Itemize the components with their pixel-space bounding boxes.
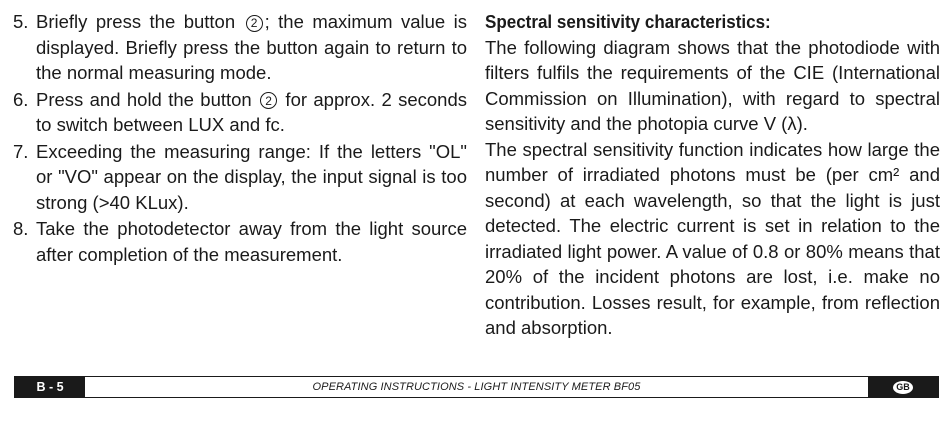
step-item	[13, 87, 467, 138]
step-number: 5.	[13, 11, 29, 32]
footer-title: OPERATING INSTRUCTIONS - LIGHT INTENSITY METER BF05	[312, 381, 641, 393]
spectral-section	[485, 9, 940, 341]
instruction-steps	[13, 9, 467, 268]
step-text: Briefly press the button 2 ; the maximum value is displayed. Briefly press the button again to return to the normal measuring mode.	[36, 11, 467, 83]
step-text: Exceeding the measuring range: If the letters "OL" or "VO" appear on the display, the input signal is too strong (>40 KLux).	[36, 140, 467, 213]
step-item	[13, 216, 467, 267]
step-number: 8.	[13, 218, 29, 239]
step-number: 7.	[13, 140, 29, 162]
language-badge	[868, 377, 938, 397]
gb-icon: GB	[893, 381, 913, 394]
step-text: Press and hold the button 2 for approx. 2 seconds to switch between LUX and fc.	[36, 88, 467, 135]
circled-number-icon: 2	[246, 15, 263, 32]
step-text: Take the photodetector away from the light source after completion of the measurement.	[36, 218, 467, 265]
paragraph: The following diagram shows that the photodiode with filters fulfils the requirements of the CIE (International Commission on Illumination), with regard to spectral sensitivity and the photopia curve V (λ).	[485, 36, 940, 134]
step-number: 6.	[13, 88, 29, 110]
page-number: B - 5	[15, 377, 85, 397]
page-footer	[14, 376, 939, 398]
section-heading: Spectral sensitivity characteristics:	[485, 11, 771, 32]
circled-number-icon: 2	[260, 92, 277, 109]
step-item	[13, 9, 467, 86]
step-item	[13, 139, 467, 216]
paragraph: The spectral sensitivity function indicates how large the number of irradiated photons must be (per cm² and second) at each wavelength, so that the light is just detected. The electric current is set in relation to the irradiated light power. A value of 0.8 or 80% means that 20% of the incident photons are lost, i.e. make no contribution. Losses result, for example, from reflection and absorption.	[485, 138, 940, 338]
